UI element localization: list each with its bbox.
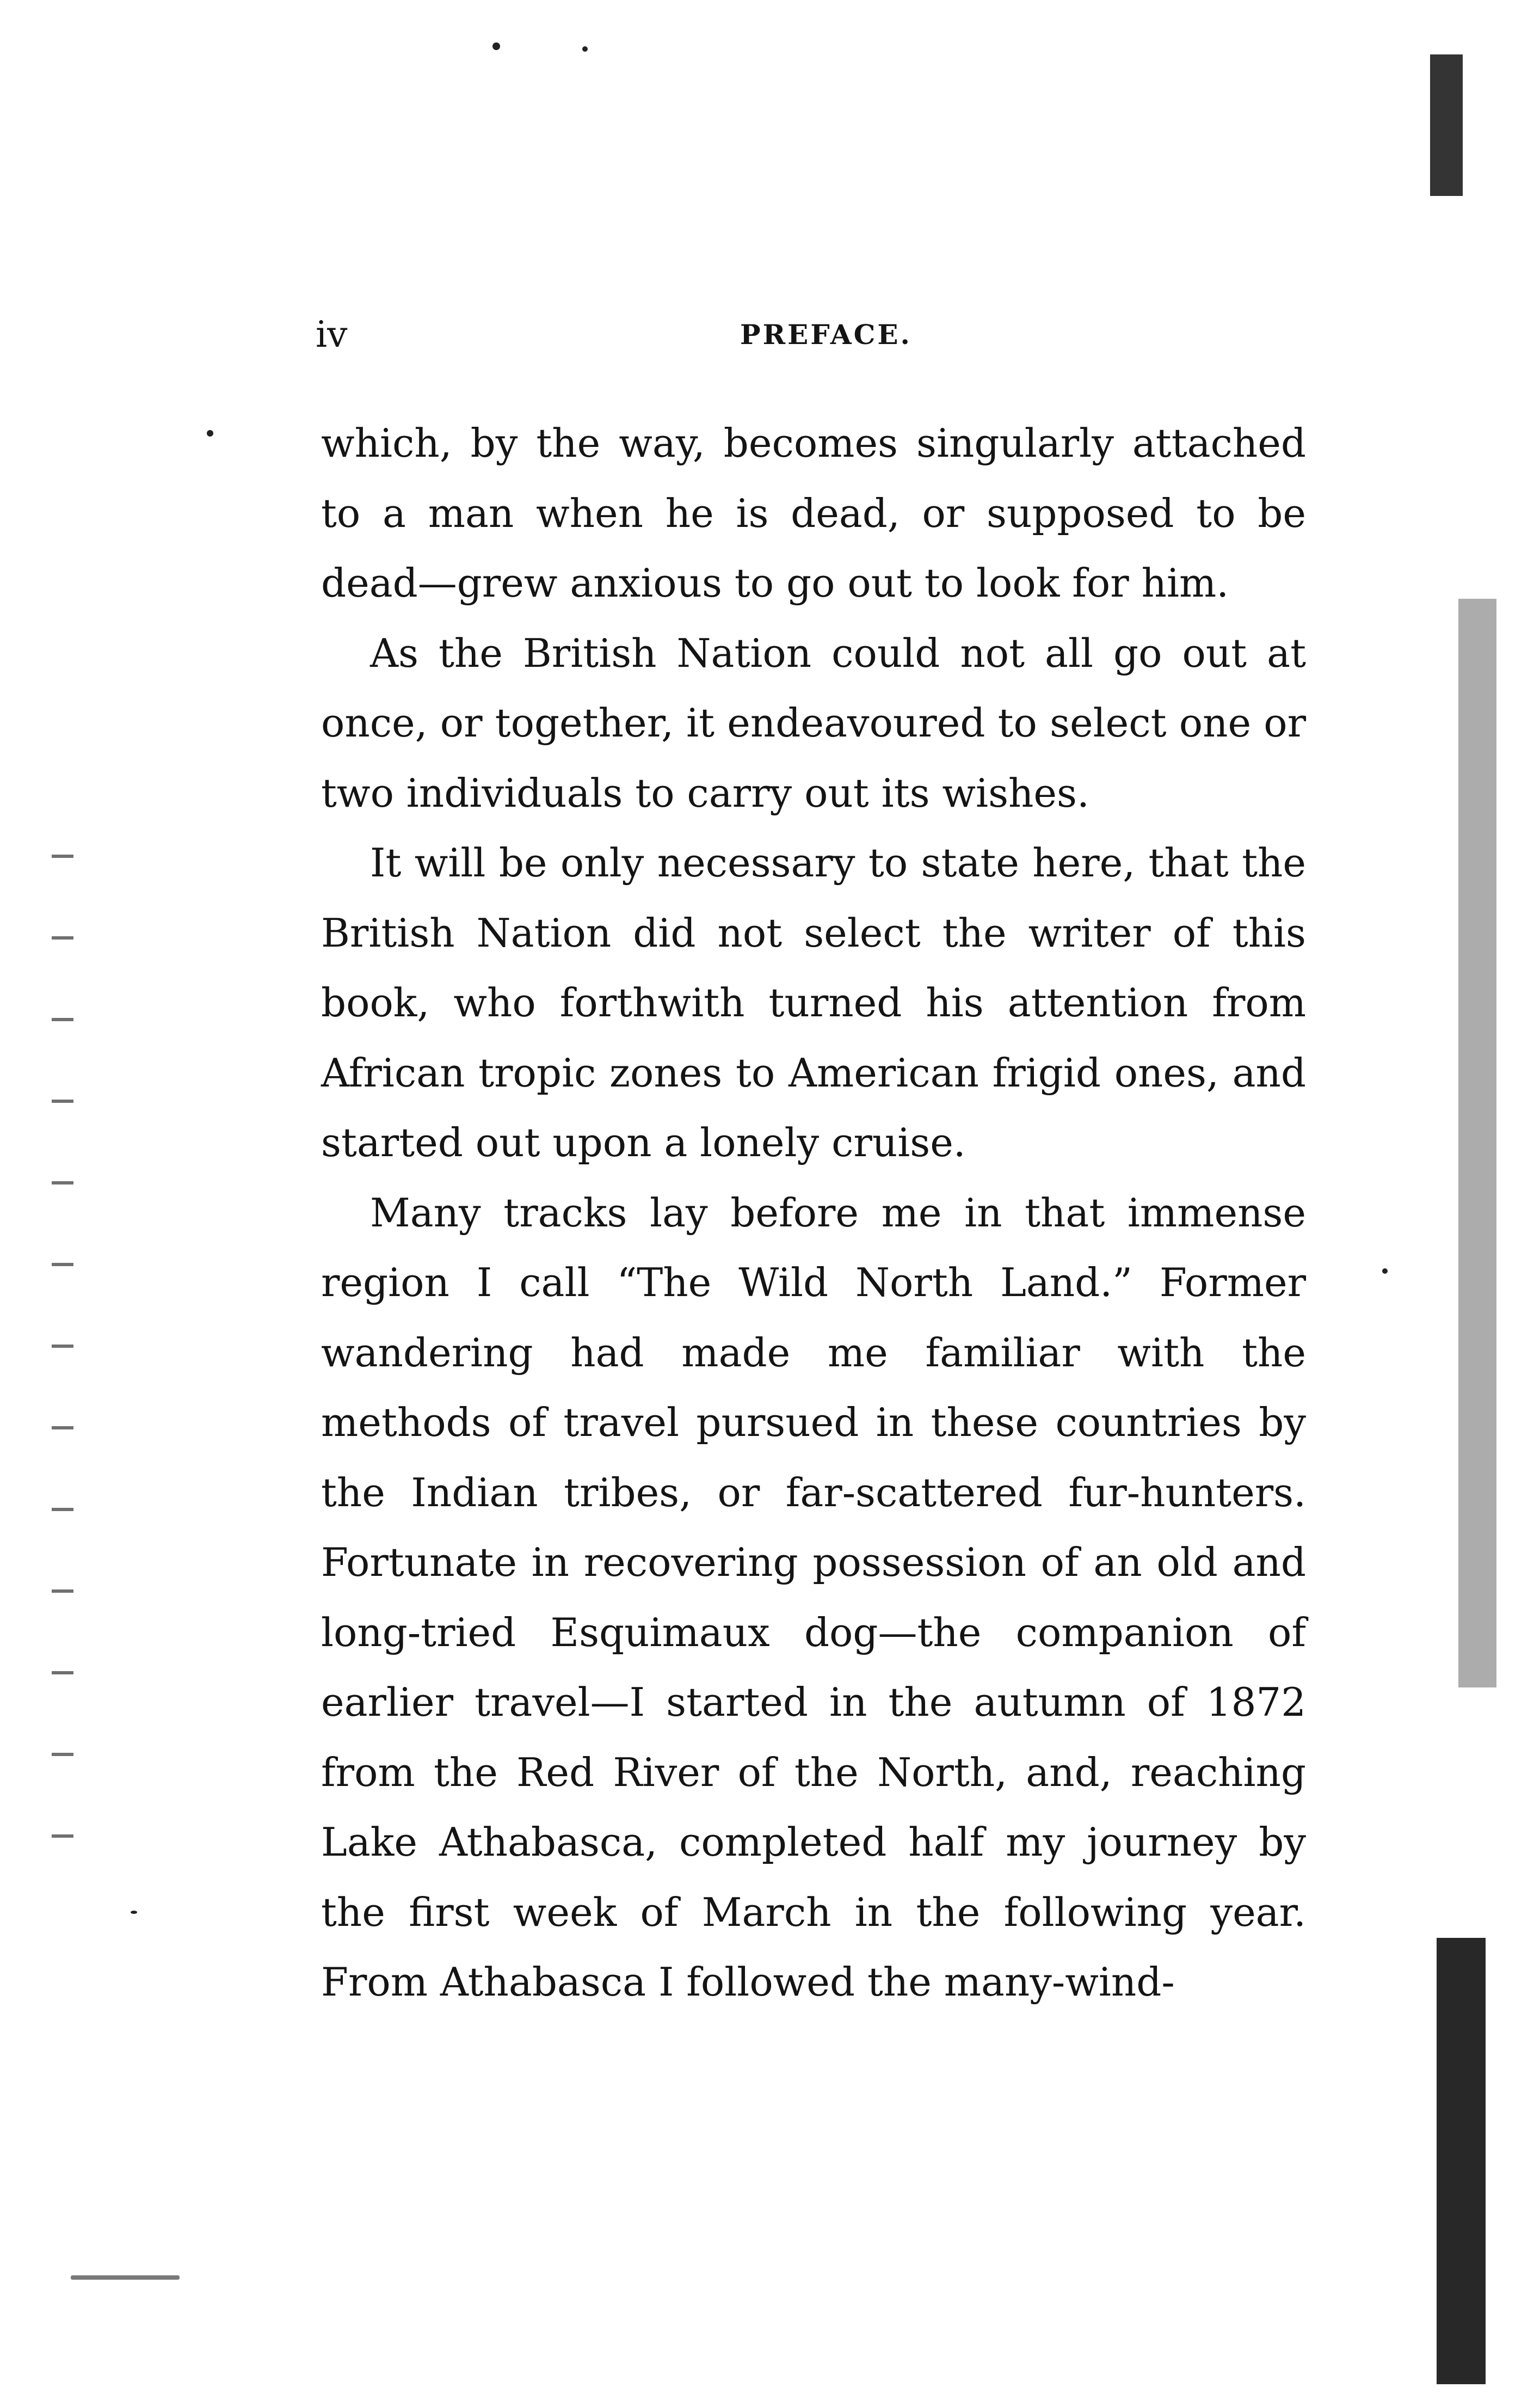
scan-edge-shadow-top [1430,54,1463,196]
scan-speck [1382,1268,1388,1274]
scan-speck [71,2275,180,2280]
scan-speck [582,46,588,52]
page-number: iv [316,314,348,355]
scan-speck [492,42,500,50]
paragraph: It will be only necessary to state here, that the British Nation did not select the writer of this book, who forthwith turned his attention from African tropic zones to American frigid ones, and started out upon a lonely cruise. [321,840,1306,1165]
paragraph: which, by the way, becomes singularly attached to a man when he is dead, or supposed to be dead—grew anxious to go out to look for him. [321,420,1306,606]
scan-margin-marks [52,817,73,1851]
page-header [316,308,1328,362]
scan-speck [131,1911,137,1914]
paragraph: As the British Nation could not all go out at once, or together, it endeavoured to select one or two individuals to carry out its wishes. [321,630,1306,816]
scan-edge-shadow-bottom [1437,1938,1486,2384]
scan-edge-shadow-middle [1458,599,1496,1687]
running-head: PREFACE. [740,318,912,351]
paragraph: Many tracks lay before me in that immense region I call “The Wild North Land.” Former wandering had made me familiar with the methods of travel pursued in these countries by the Indian tribes, or far-scattered fur-hunters. Fortunate in recovering possession of an old and long-tried Esquimaux dog—the companion of earlier travel—I started in the autumn of 1872 from the Red River of the North, and, reaching Lake Athabasca, completed half my journey by the first week of March in the following year. From Athabasca I followed the many-wind- [321,1189,1306,2005]
body-text [321,408,1306,2017]
scan-speck [207,430,213,437]
